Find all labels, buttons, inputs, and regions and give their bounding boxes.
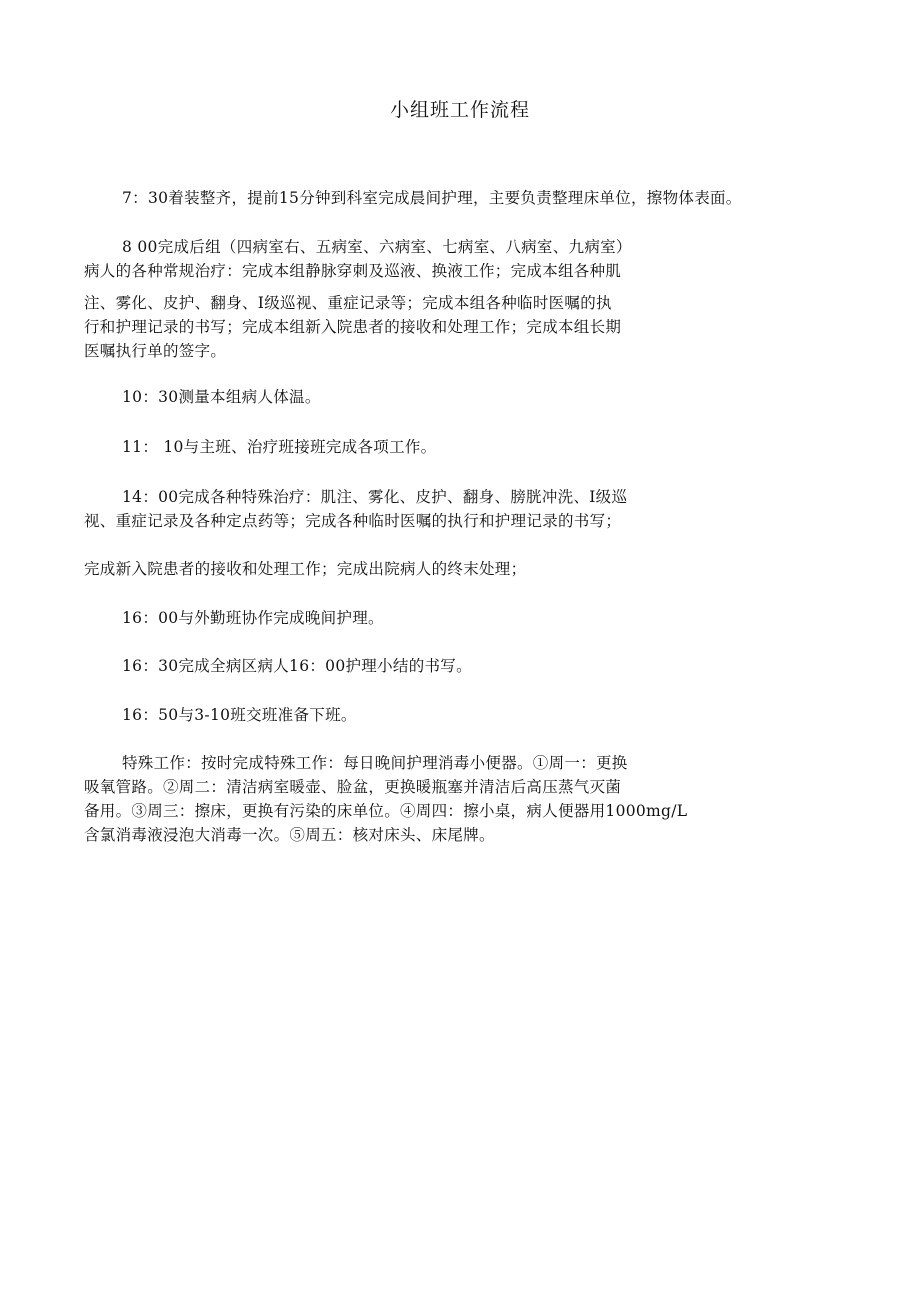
text-line: 16：30完成全病区病人16：00护理小结的书写。 [122, 657, 472, 675]
text-line: 吸氧管路。②周二：清洁病室暖壶、脸盆，更换暖瓶塞并清洁后高压蒸气灭菌 [84, 778, 622, 796]
text-line: 特殊工作：按时完成特殊工作：每日晚间护理消毒小便器。①周一：更换 [122, 754, 628, 772]
text-line: 含氯消毒液浸泡大消毒一次。⑤周五：核对床头、床尾牌。 [84, 826, 495, 844]
text-line: 16：50与3-10班交班准备下班。 [122, 706, 357, 724]
text-line: 16：00与外勤班协作完成晚间护理。 [122, 609, 384, 627]
text-line: 医嘱执行单的签字。 [84, 342, 227, 360]
text-line: 完成新入院患者的接收和处理工作；完成出院病人的终末处理； [84, 560, 527, 578]
text-line: 14：00完成各种特殊治疗：肌注、雾化、皮护、翻身、膀胱冲洗、I级巡 [122, 488, 628, 506]
text-line: 10：30测量本组病人体温。 [122, 388, 321, 406]
page-title: 小组班工作流程 [389, 99, 530, 121]
text-line: 7：30着装整齐，提前15分钟到科室完成晨间护理，主要负责整理床单位，擦物体表面。 [122, 189, 742, 207]
text-line: 11： 10与主班、治疗班接班完成各项工作。 [122, 438, 437, 456]
text-line: 注、雾化、皮护、翻身、I级巡视、重症记录等；完成本组各种临时医嘱的执 [84, 294, 612, 312]
text-line: 视、重症记录及各种定点药等；完成各种临时医嘱的执行和护理记录的书写； [84, 512, 622, 530]
text-line: 8 00完成后组（四病室右、五病室、六病室、七病室、八病室、九病室） [122, 238, 632, 256]
text-line: 病人的各种常规治疗：完成本组静脉穿刺及巡液、换液工作；完成本组各种肌 [84, 262, 622, 280]
text-line: 行和护理记录的书写；完成本组新入院患者的接收和处理工作；完成本组长期 [84, 318, 622, 336]
text-line: 备用。③周三：擦床，更换有污染的床单位。④周四：擦小桌，病人便器用1000mg/L [84, 802, 688, 820]
